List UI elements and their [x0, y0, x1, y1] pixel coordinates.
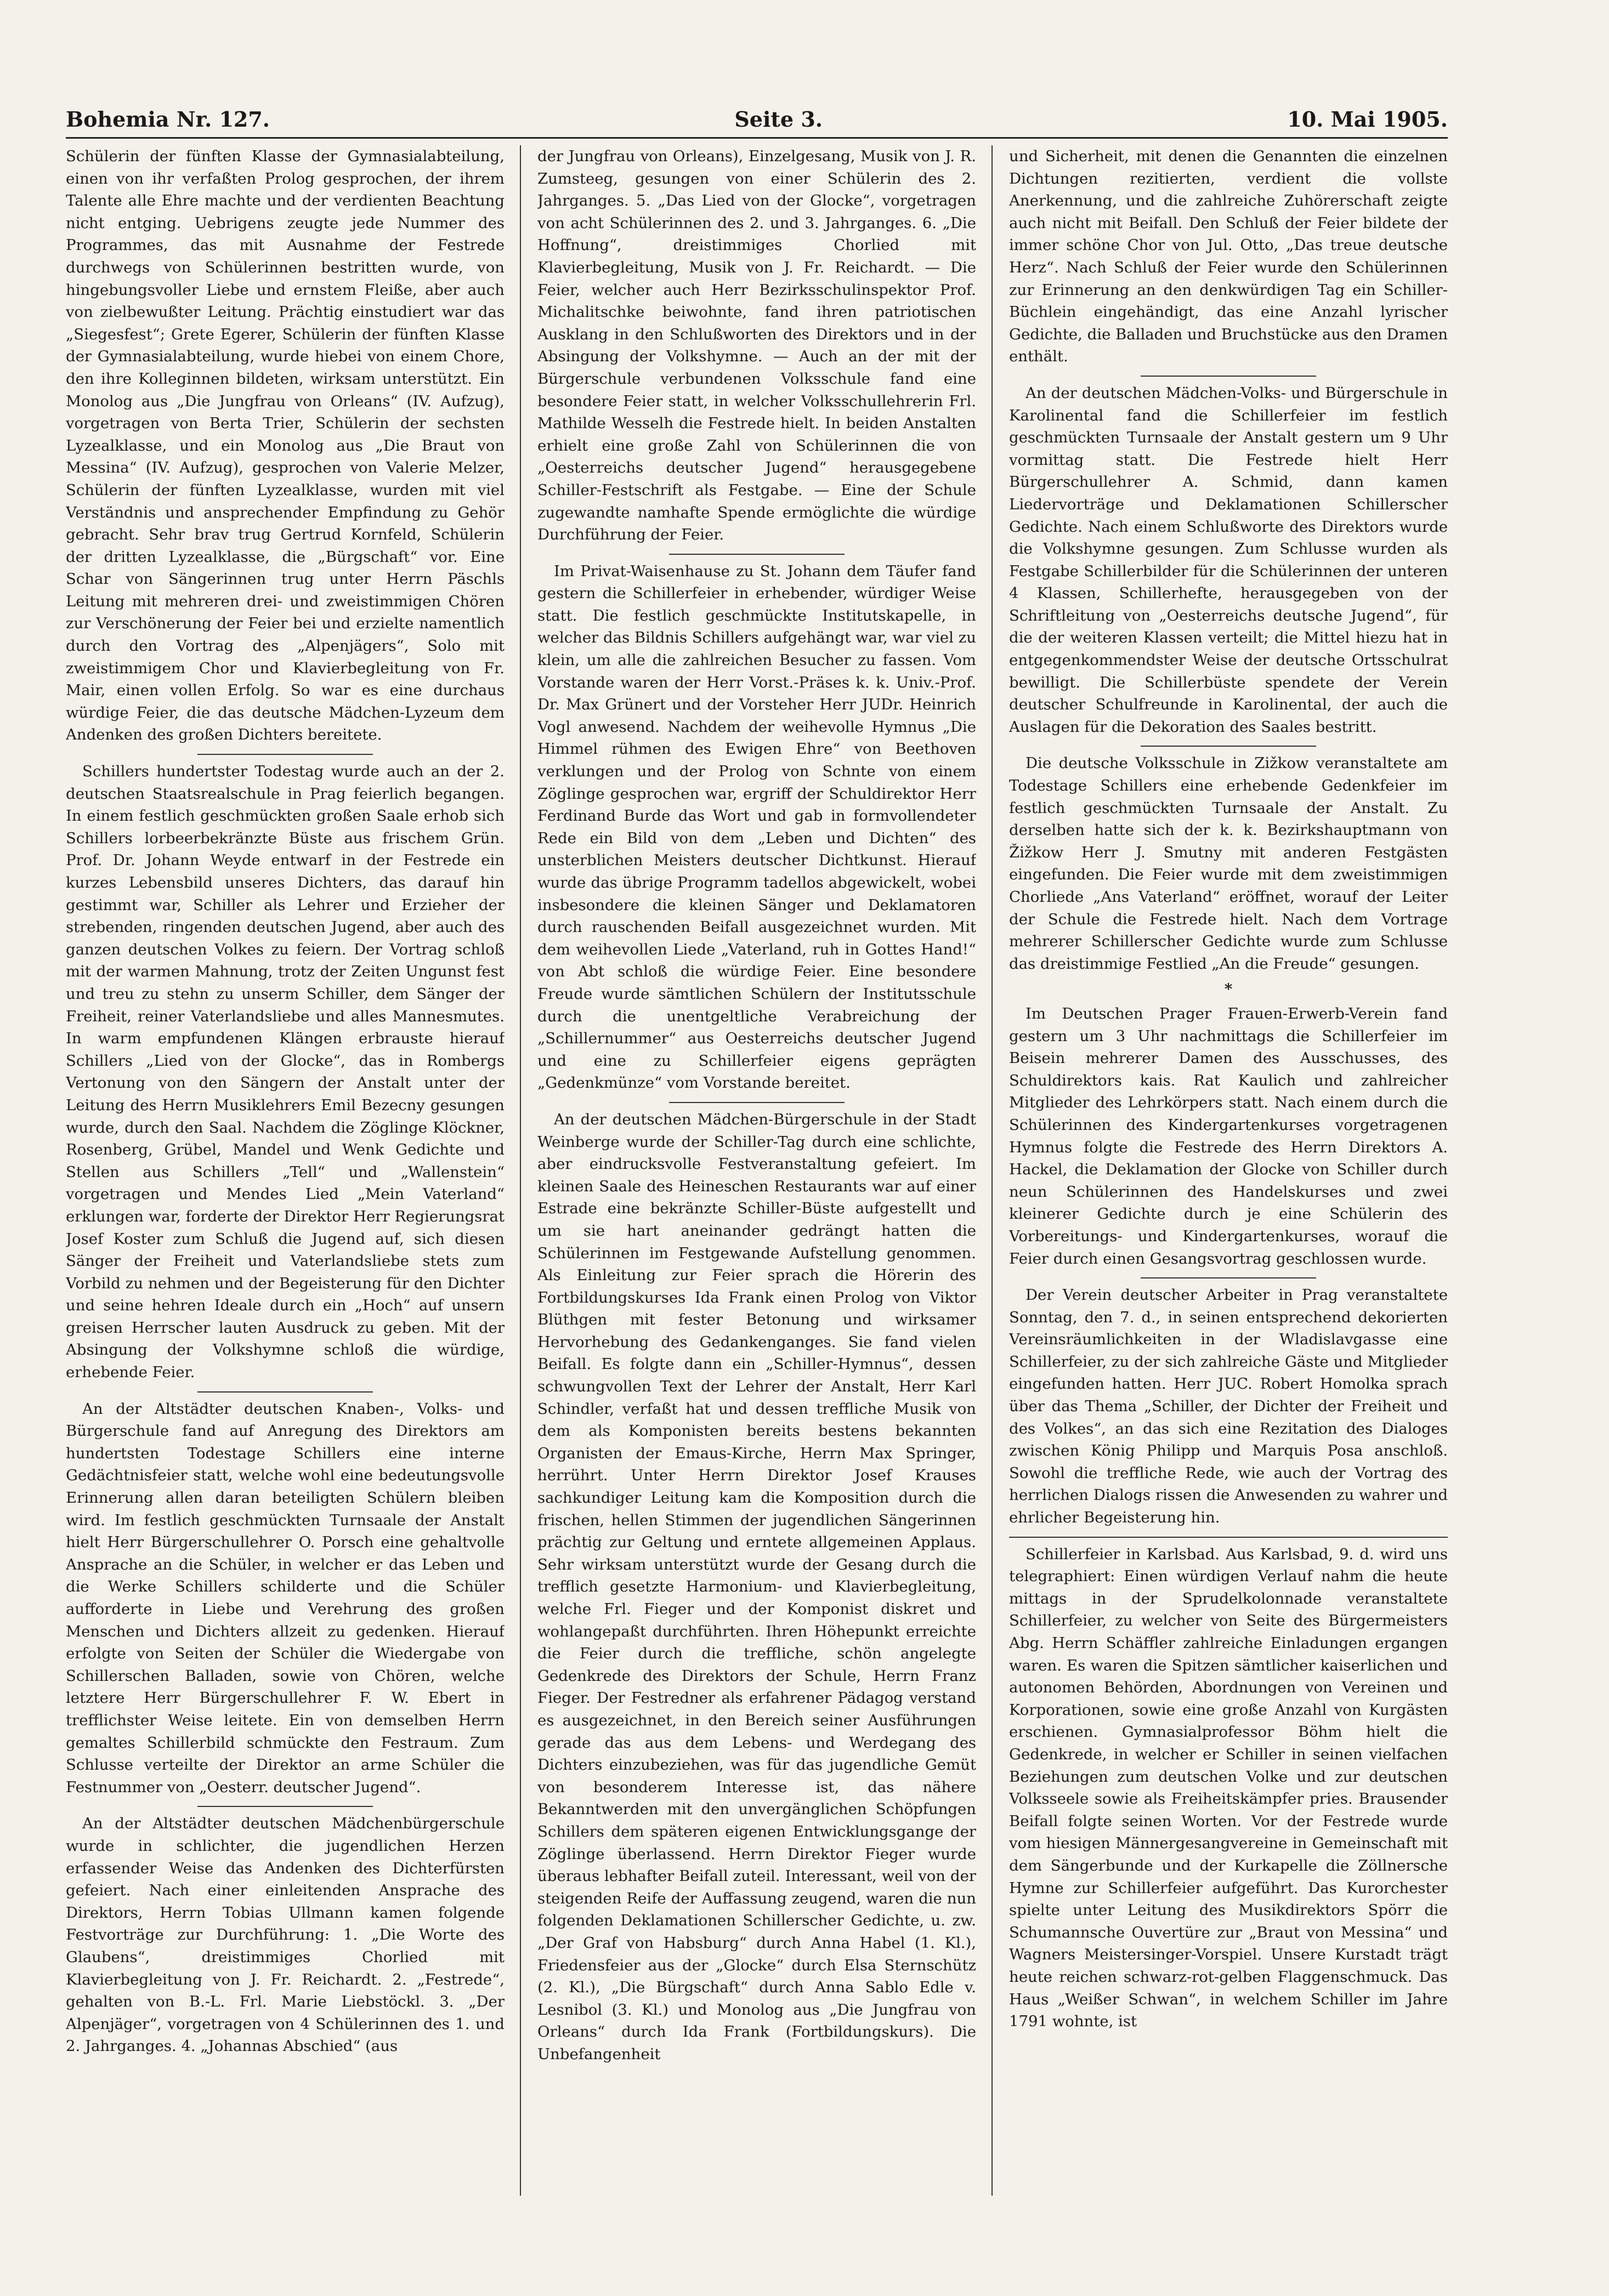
column-1: [66, 145, 505, 2196]
column-rule: [520, 145, 521, 2196]
article-paragraph: An der deutschen Mädchen-Bürgerschule in der Stadt Weinberge wurde der Schiller-Tag durch eine schlichte, aber eindrucksvolle Festveranstaltung gefeiert. Im kleinen Saale des Heineschen Restaurants war auf einer Estrade eine bekränzte Schiller-Büste aufgestellt und um sie hart aneinander gedrängt hatten die Schülerinnen im Festgewande Aufstellung genommen. Als Einleitung zur Feier sprach die Hörerin des Fortbildungskurses Ida Frank einen Prolog von Viktor Blüthgen mit fester Betonung und wirksamer Hervorhebung des Gedankenganges. Sie fand vielen Beifall. Es folgte dann ein „Schiller-Hymnus“, dessen schwungvollen Text der Lehrer der Anstalt, Herr Karl Schindler, verfaßt hat und dessen treffliche Musik von dem als Komponisten bereits bestens bekannten Organisten der Emaus-Kirche, Herrn Max Springer, herrührt. Unter Herrn Direktor Josef Krauses sachkundiger Leitung kam die Komposition durch die frischen, hellen Stimmen der jugendlichen Sängerinnen prächtig zur Geltung und erntete allgemeinen Applaus. Sehr wirksam unterstützt wurde der Gesang durch die trefflich gesetzte Harmonium- und Klavierbegleitung, welche Frl. Fieger und der Komponist diskret und wohlangepaßt durchführten. Ihren Höhepunkt erreichte die Feier durch die treffliche, schön angelegte Gedenkrede des Direktors der Schule, Herrn Franz Fieger. Der Festredner als erfahrener Pädagog verstand es ausgezeichnet, in den Bereich seiner Ausführungen gerade das aus dem Lebens- und Werdegang des Dichters einzubeziehen, was für das jugendliche Gemüt von besonderem Interesse ist, das nähere Bekanntwerden mit den unvergänglichen Schöpfungen Schillers dem späteren eigenen Entwicklungsgange der Zöglinge überlassend. Herrn Direktor Fieger wurde überaus lebhafter Beifall zuteil. Interessant, weil von der steigenden Reife der Auffassung zeugend, waren die nun folgenden Deklamationen Schillerscher Gedichte, u. zw. „Der Graf von Habsburg“ durch Anna Habel (1. Kl.), Friedensfeier aus der „Glocke“ durch Elsa Sternschütz (2. Kl.), „Die Bürgschaft“ durch Anna Sablo Edle v. Lesnibol (3. Kl.) und Monolog aus „Die Jungfrau von Orleans“ durch Ida Frank (Fortbildungskurs). Die Unbefangenheit: [537, 1110, 976, 2063]
divider: [1141, 1277, 1316, 1278]
article-paragraph: An der Altstädter deutschen Knaben-, Volks- und Bürgerschule fand auf Anregung des Direktors am hundertsten Todestage Schillers eine interne Gedächtnisfeier statt, welche wohl eine bedeutungsvolle Erinnerung allen daran beteiligten Schülern bleiben wird. Im festlich geschmückten Turnsaale der Anstalt hielt Herr Bürgerschullehrer O. Porsch eine gehaltvolle Ansprache an die Schüler, in welcher er das Leben und die Werke Schillers schilderte und die Schüler aufforderte in Liebe und Verehrung des großen Menschen und Dichters allzeit zu gedenken. Hierauf erfolgte von Seiten der Schüler die Wiedergabe von Schillerschen Balladen, sowie von Chören, welche letztere Herr Bürgerschullehrer F. W. Ebert in trefflichster Weise leitete. Ein von demselben Herrn gemaltes Schillerbild schmückte den Festraum. Zum Schlusse verteilte der Direktor an arme Schüler die Festnummer von „Oesterr. deutscher Jugend“.: [66, 1400, 505, 1796]
page-header: [66, 82, 1448, 132]
newspaper-page: [66, 82, 1448, 2198]
article-paragraph: Die deutsche Volksschule in Zižkow veranstaltete am Todestage Schillers eine erhebende Gedenkfeier im festlich geschmückten Turnsaale der Anstalt. Zu derselben hatte sich der k. k. Bezirkshauptmann von Žižkow Herr J. Smutny mit anderen Festgästen eingefunden. Die Feier wurde mit dem zweistimmigen Chorliede „Ans Vaterland“ eröffnet, worauf der Leiter der Schule die Festrede hielt. Nach dem Vortrage mehrerer Schillerscher Gedichte wurde zum Schlusse das dreistimmige Festlied „An die Freude“ gesungen.: [1009, 754, 1448, 973]
divider: [669, 1102, 845, 1103]
article-paragraph: Im Deutschen Prager Frauen-Erwerb-Verein fand gestern um 3 Uhr nachmittags die Schillerfeier im Beisein mehrerer Damen des Ausschusses, des Schuldirektors kais. Rat Kaulich und zahlreicher Mitglieder des Lehrkörpers statt. Nach einem durch die Schülerinnen des Kindergartenkurses vorgetragenen Hymnus folgte die Festrede des Herrn Direktors A. Hackel, die Deklamation der Glocke von Schiller durch neun Schülerinnen des Handelskurses und zwei kleinerer Gedichte durch je eine Schülerin des Vorbereitungs- und Kindergartenkurses, worauf die Feier durch einen Gesangsvortrag geschlossen wurde.: [1009, 1004, 1448, 1268]
divider: [1009, 1537, 1448, 1538]
article-paragraph: Schillerfeier in Karlsbad. Aus Karlsbad, 9. d. wird uns telegraphiert: Einen würdigen Verlauf nahm die heute mittags in der Sprudelkolonnade veranstaltete Schillerfeier, zu welcher von Seite des Bürgermeisters Abg. Herrn Schäffler zahlreiche Einladungen ergangen waren. Es waren die Spitzen sämtlicher kaiserlichen und autonomen Behörden, Abordnungen von Vereinen und Korporationen, sowie eine große Anzahl von Kurgästen erschienen. Gymnasialprofessor Böhm hielt die Gedenkrede, in welcher er Schiller in seinen vielfachen Beziehungen zum deutschen Volke und zur deutschen Volksseele sowie als Freiheitskämpfer pries. Brausender Beifall folgte seinen Worten. Vor der Festrede wurde vom hiesigen Männergesangvereine in Gemeinschaft mit dem Sängerbunde und der Kurkapelle die Zöllnersche Hymne zur Schillerfeier aufgeführt. Das Kurorchester spielte unter Leitung des Musikdirektors Spörr die Schumannsche Ouvertüre zur „Braut von Messina“ und Wagners Meistersinger-Vorspiel. Unsere Kurstadt trägt heute reichen schwarz-rot-gelben Flaggenschmuck. Das Haus „Weißer Schwan“, in welchem Schiller im Jahre 1791 wohnte, ist: [1009, 1545, 1448, 2031]
divider: [1141, 376, 1316, 377]
article-paragraph: Schülerin der fünften Klasse der Gymnasialabteilung, einen von ihr verfaßten Prolog gesprochen, der ihrem Talente alle Ehre machte und der verdienten Beachtung nicht entging. Uebrigens zeugte jede Nummer des Programmes, das mit Ausnahme der Festrede durchwegs von Schülerinnen bestritten wurde, von hingebungsvoller Liebe und ernstem Fleiße, aber auch von zielbewußter Leitung. Prächtig einstudiert war das „Siegesfest“; Grete Egerer, Schülerin der fünften Klasse der Gymnasialabteilung, wurde hiebei von einem Chore, den ihre Kolleginnen bildeten, wirksam unterstützt. Ein Monolog aus „Die Jungfrau von Orleans“ (IV. Aufzug), vorgetragen von Berta Trier, Schülerin der sechsten Lyzealklasse, und ein Monolog aus „Die Braut von Messina“ (IV. Aufzug), gesprochen von Valerie Melzer, Schülerin der fünften Lyzealklasse, wurden mit viel Verständnis und ansprechender Empfindung zu Gehör gebracht. Sehr brav trug Gertrud Kornfeld, Schülerin der dritten Lyzealklasse, die „Bürgschaft“ vor. Eine Schar von Sängerinnen trug unter Herrn Päschls Leitung mit mehreren drei- und zweistimmigen Chören zur Verschönerung der Feier bei und erzielte namentlich durch den Vortrag des „Alpenjägers“, Solo mit zweistimmigem Chor und Klavierbegleitung von Fr. Mair, einen vollen Erfolg. So war es eine durchaus würdige Feier, die das deutsche Mädchen-Lyzeum dem Andenken des großen Dichters bereitete.: [66, 147, 505, 744]
article-columns: [66, 145, 1448, 2196]
header-rule: [66, 137, 1448, 139]
column-3: [1009, 145, 1448, 2196]
divider: [197, 1806, 373, 1807]
section-ornament: *: [1224, 980, 1233, 998]
article-paragraph: Im Privat-Waisenhause zu St. Johann dem Täufer fand gestern die Schillerfeier in erhebender, würdiger Weise statt. Die festlich geschmückte Institutskapelle, in welcher das Bildnis Schillers aufgehängt war, war viel zu klein, um alle die zahlreichen Besucher zu fassen. Vom Vorstande waren der Herr Vorst.-Präses k. k. Univ.-Prof. Dr. Max Grünert und der Vorsteher Herr JUDr. Heinrich Vogl anwesend. Nachdem der weihevolle Hymnus „Die Himmel rühmen des Ewigen Ehre“ von Beethoven verklungen und der Prolog von Schnte von einem Zöglinge gesprochen war, ergriff der Schuldirektor Herr Ferdinand Burde das Wort und gab in formvollendeter Rede ein Bild von dem „Leben und Dichten“ des unsterblichen Meisters deutscher Dichtkunst. Hierauf wurde das übrige Programm tadellos abgewickelt, wobei insbesondere die kleinen Sänger und Deklamatoren durch rauschenden Beifall ausgezeichnet wurden. Mit dem weihevollen Liede „Vaterland, ruh in Gottes Hand!“ von Abt schloß die würdige Feier. Eine besondere Freude wurde sämtlichen Schülern der Institutsschule durch die unentgeltliche Verabreichung der „Schillernummer“ aus Oesterreichs deutscher Jugend und eine zu Schillerfeier eigens geprägten „Gedenkmünze“ vom Vorstande bereitet.: [537, 562, 976, 1092]
header-page-number: Seite 3.: [734, 107, 823, 132]
article-paragraph: An der Altstädter deutschen Mädchenbürgerschule wurde in schlichter, die jugendlichen Herzen erfassender Weise das Andenken des Dichterfürsten gefeiert. Nach einer einleitenden Ansprache des Direktors, Herrn Tobias Ullmann kamen folgende Festvorträge zur Durchführung: 1. „Die Worte des Glaubens“, dreistimmiges Chorlied mit Klavierbegleitung von J. Fr. Reichardt. 2. „Festrede“, gehalten von B.-L. Frl. Marie Liebstöckl. 3. „Der Alpenjäger“, vorgetragen von 4 Schülerinnen des 1. und 2. Jahrganges. 4. „Johannas Abschied“ (aus: [66, 1815, 505, 2055]
article-paragraph: und Sicherheit, mit denen die Genannten die einzelnen Dichtungen rezitierten, verdient die vollste Anerkennung, und die zahlreiche Zuhörerschaft zeigte auch nicht mit Beifall. Den Schluß der Feier bildete der immer schöne Chor von Jul. Otto, „Das treue deutsche Herz“. Nach Schluß der Feier wurde den Schülerinnen zur Erinnerung an den denkwürdigen Tag ein Schiller-Büchlein eingehändigt, das eine Anzahl lyrischer Gedichte, die Balladen und Bruchstücke aus den Dramen enthält.: [1009, 147, 1448, 366]
divider: [669, 554, 845, 555]
divider: [1141, 746, 1316, 747]
column-rule: [992, 145, 993, 2196]
divider: [197, 1391, 373, 1393]
article-paragraph: der Jungfrau von Orleans), Einzelgesang, Musik von J. R. Zumsteeg, gesungen von einer Schülerin des 2. Jahrganges. 5. „Das Lied von der Glocke“, vorgetragen von acht Schülerinnen des 2. und 3. Jahrganges. 6. „Die Hoffnung“, dreistimmiges Chorlied mit Klavierbegleitung, Musik von J. Fr. Reichardt. — Die Feier, welcher auch Herr Bezirksschulinspektor Prof. Michalitschke beiwohnte, fand ihren patriotischen Ausklang in den Schlußworten des Direktors und in der Absingung der Volkshymne. — Auch an der mit der Bürgerschule verbundenen Volksschule fand eine besondere Feier statt, in welcher Volksschullehrerin Frl. Mathilde Wesselh die Festrede hielt. In beiden Anstalten erhielt eine große Zahl von Schülerinnen die von „Oesterreichs deutscher Jugend“ herausgegebene Schiller-Festschrift als Festgabe. — Eine der Schule zugewandte namhafte Spende ermöglichte die würdige Durchführung der Feier.: [537, 147, 976, 544]
header-date: 10. Mai 1905.: [1287, 107, 1448, 132]
divider: [197, 754, 373, 755]
article-paragraph: Schillers hundertster Todestag wurde auch an der 2. deutschen Staatsrealschule in Prag feierlich begangen. In einem festlich geschmückten großen Saale erhob sich Schillers lorbeerbekränzte Büste aus frischem Grün. Prof. Dr. Johann Weyde entwarf in der Festrede ein kurzes Lebensbild unseres Dichters, das darauf hin gestimmt war, Schiller als Lehrer und Erzieher der strebenden, ringenden deutschen Jugend, aber auch des ganzen deutschen Volkes zu feiern. Der Vortrag schloß mit der warmen Mahnung, trotz der Zeiten Ungunst fest und treu zu stehn zu unserm Schiller, dem Sänger der Freiheit, reiner Vaterlandsliebe und alles Mannesmutes. In warm empfundenen Klängen erbrauste hierauf Schillers „Lied von der Glocke“, das in Rombergs Vertonung von den Sängern der Anstalt unter der Leitung des Herrn Musiklehrers Emil Bezecny gesungen wurde, durch den Saal. Nachdem die Zöglinge Klöckner, Rosenberg, Grübel, Mandel und Wenk Gedichte und Stellen aus Schillers „Tell“ und „Wallenstein“ vorgetragen und Mendes Lied „Mein Vaterland“ erklungen war, forderte der Direktor Herr Regierungsrat Josef Koster zum Schluß die Jugend auf, sich diesen Sänger der Freiheit und Vaterlandsliebe stets zum Vorbild zu nehmen und der Begeisterung für den Dichter und seine hehren Ideale durch ein „Hoch“ auf unsern greisen Herrscher lauten Ausdruck zu geben. Mit der Absingung der Volkshymne schloß die würdige, erhebende Feier.: [66, 763, 505, 1382]
column-2: [537, 145, 976, 2196]
article-paragraph: Der Verein deutscher Arbeiter in Prag veranstaltete Sonntag, den 7. d., in seinen entsprechend dekorierten Vereinsräumlichkeiten in der Wladislavgasse eine Schillerfeier, zu der sich zahlreiche Gäste und Mitglieder eingefunden hatten. Herr JUC. Robert Homolka sprach über das Thema „Schiller, der Dichter der Freiheit und des Volkes“, an das sich eine Rezitation des Dialoges zwischen König Philipp und Marquis Posa anschloß. Sowohl die treffliche Rede, wie auch der Vortrag des herrlichen Dialogs rissen die Anwesenden zu wahrer und ehrlicher Begeisterung hin.: [1009, 1286, 1448, 1527]
article-paragraph: An der deutschen Mädchen-Volks- und Bürgerschule in Karolinental fand die Schillerfeier im festlich geschmückten Turnsaale der Anstalt gestern um 9 Uhr vormittag statt. Die Festrede hielt Herr Bürgerschullehrer A. Schmid, dann kamen Liedervorträge und Deklamationen Schillerscher Gedichte. Nach einem Schlußworte des Direktors wurde die Volkshymne gesungen. Zum Schlusse wurden als Festgabe Schillerbilder für die Schülerinnen der unteren 4 Klassen, Schillerhefte, herausgegeben von der Schriftleitung von „Oesterreichs deutsche Jugend“, für die der weiteren Klassen verteilt; die Mittel hiezu hat in entgegenkommendster Weise der deutsche Ortsschulrat bewilligt. Die Schillerbüste spendete der Verein deutscher Schulfreunde in Karolinental, der auch die Auslagen für die Dekoration des Saales bestritt.: [1009, 384, 1448, 736]
header-publication: Bohemia Nr. 127.: [66, 107, 270, 132]
